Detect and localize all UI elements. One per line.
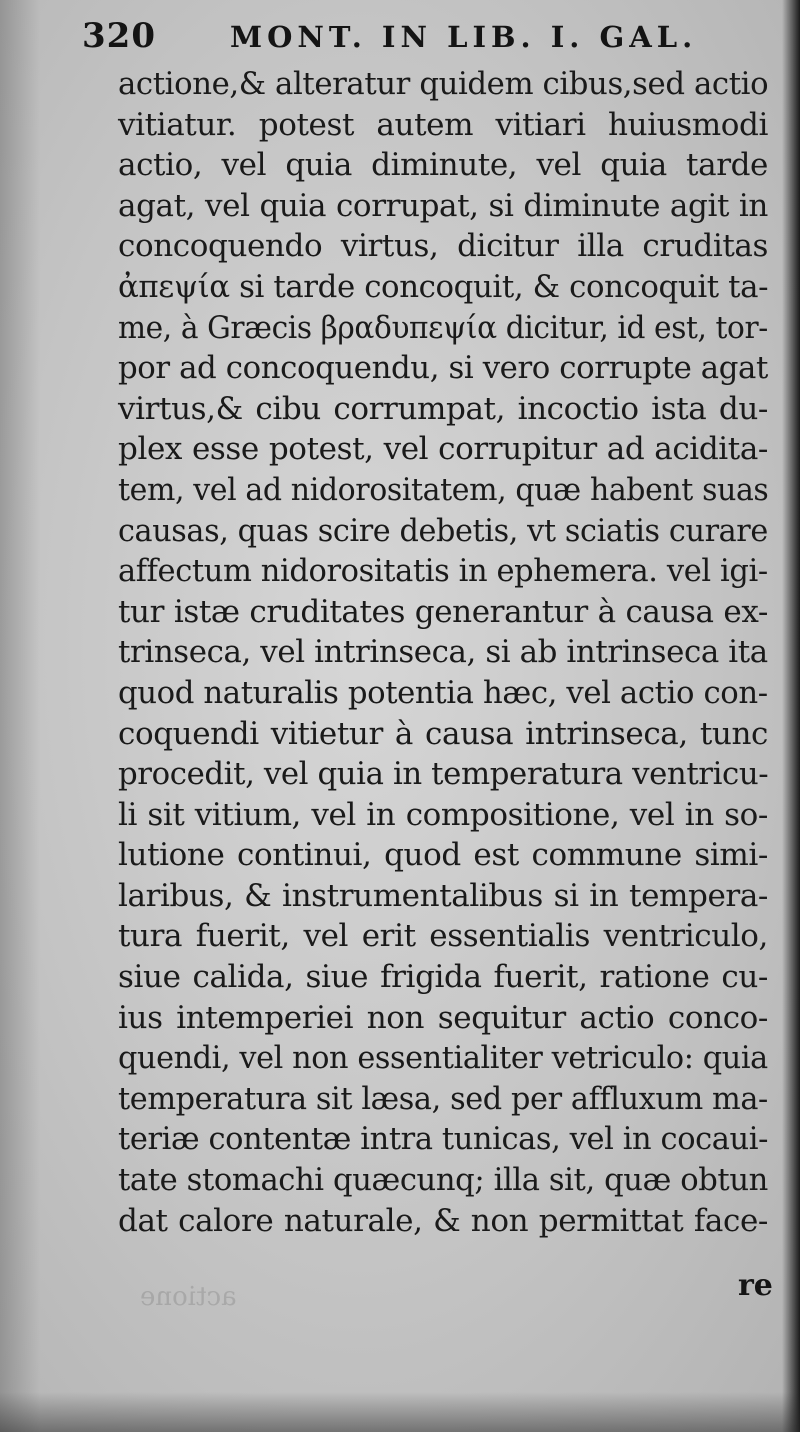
text-line: plex esse potest, vel corrupitur ad acidita- [118, 431, 768, 468]
text-line: tur istæ cruditates generantur à causa ex- [118, 593, 768, 630]
text-line: laribus, & instrumentalibus si in tempera- [118, 877, 768, 914]
running-head: MONT. IN LIB. I. GAL. [230, 20, 698, 54]
show-through-text: actione [140, 1282, 237, 1312]
text-line: trinseca, vel intrinseca, si ab intrinseca ita [118, 634, 768, 671]
text-line: lutione continui, quod est commune simi- [118, 837, 768, 874]
text-line: tem, vel ad nidorositatem, quæ habent suas [118, 471, 769, 508]
text-line: vitiatur. potest autem vitiari huiusmodi [118, 106, 768, 143]
text-line: dat calore naturale, & non permittat face- [118, 1202, 768, 1239]
text-line: siue calida, siue frigida fuerit, ratione cu- [118, 959, 768, 996]
page-number: 320 [82, 16, 156, 56]
text-line: causas, quas scire debetis, vt sciatis curare [118, 512, 768, 549]
text-line: affectum nidorositatis in ephemera. vel igi- [118, 553, 768, 590]
text-line: actio, vel quia diminute, vel quia tarde [118, 147, 768, 184]
text-line: ἀπεψία si tarde concoquit, & concoquit ta- [118, 268, 769, 305]
text-line: por ad concoquendu, si vero corrupte agat [118, 350, 768, 387]
text-line: virtus,& cibu corrumpat, incoctio ista du- [118, 390, 768, 427]
text-line: temperatura sit læsa, sed per affluxum ma- [118, 1080, 768, 1117]
text-line: procedit, vel quia in temperatura ventricu- [118, 756, 769, 793]
text-line: coquendi vitietur à causa intrinseca, tunc [118, 715, 768, 752]
bottom-shadow [0, 1392, 800, 1432]
text-line: actione,& alteratur quidem cibus,sed actio [118, 66, 769, 102]
text-line: teriæ contentæ intra tunicas, vel in cocaui- [118, 1121, 769, 1158]
page-edge [782, 0, 800, 1432]
text-line: li sit vitium, vel in compositione, vel in so- [118, 796, 768, 833]
body-text [118, 64, 768, 1241]
text-line: agat, vel quia corrupat, si diminute agit in [118, 187, 768, 224]
text-line: me, à Græcis βραδυπεψία dicitur, id est, tor- [118, 309, 768, 346]
catchword: re [738, 1268, 773, 1303]
page-header [82, 14, 702, 58]
text-line: concoquendo virtus, dicitur illa cruditas [118, 228, 768, 265]
text-line: ius intemperiei non sequitur actio conco- [118, 999, 768, 1036]
text-line: quendi, vel non essentialiter vetriculo: quia [118, 1040, 768, 1077]
text-line: tate stomachi quæcunq; illa sit, quæ obtun [118, 1162, 768, 1199]
text-line: tura fuerit, vel erit essentialis ventriculo, [118, 918, 768, 955]
text-line: quod naturalis potentia hæc, vel actio con- [118, 674, 768, 711]
gutter-shadow [0, 0, 40, 1432]
